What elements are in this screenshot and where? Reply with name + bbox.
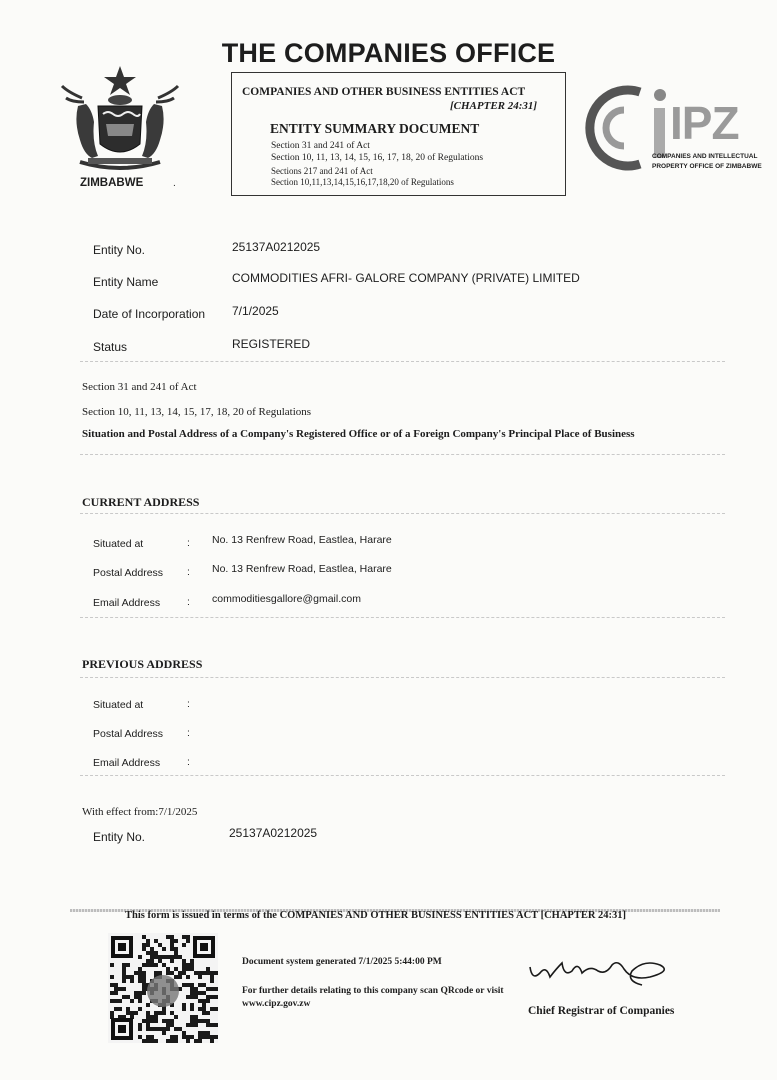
colon: : <box>187 698 190 710</box>
incorporation-date-label: Date of Incorporation <box>93 307 206 321</box>
incorporation-date-value: 7/1/2025 <box>232 304 279 318</box>
current-email-value: commoditiesgallore@gmail.com <box>212 593 361 605</box>
status-label: Status <box>93 340 128 354</box>
section-regulations-line: Section 10, 11, 13, 14, 15, 17, 18, 20 of Regulations <box>82 406 312 418</box>
previous-address-heading: PREVIOUS ADDRESS <box>82 657 203 671</box>
header-section-line: Sections 217 and 241 of Act <box>271 166 373 176</box>
signature-icon <box>520 945 690 995</box>
colon: : <box>187 566 190 578</box>
document-title: ENTITY SUMMARY DOCUMENT <box>270 121 480 136</box>
chief-registrar-label: Chief Registrar of Companies <box>528 1005 675 1017</box>
issued-notice: This form is issued in terms of the COMPANIES AND OTHER BUSINESS ENTITIES ACT [CHAPTER 24:31] <box>125 910 627 921</box>
entity-name-label: Entity Name <box>93 275 159 289</box>
divider <box>80 513 725 514</box>
situation-heading: Situation and Postal Address of a Company's Registered Office or of a Foreign Company's Principal Place of Business <box>82 428 635 440</box>
current-situated-value: No. 13 Renfrew Road, Eastlea, Harare <box>212 534 392 546</box>
colon: : <box>187 727 190 739</box>
entity-name-value: COMMODITIES AFRI- GALORE COMPANY (PRIVATE) LIMITED <box>232 271 580 285</box>
entity-no-label: Entity No. <box>93 243 146 257</box>
status-value: REGISTERED <box>232 337 311 351</box>
colon: : <box>187 596 190 608</box>
qr-code-icon[interactable] <box>108 933 218 1043</box>
current-postal-value: No. 13 Renfrew Road, Eastlea, Harare <box>212 563 392 575</box>
act-title: COMPANIES AND OTHER BUSINESS ENTITIES ACT <box>242 86 526 98</box>
header-section-line: Section 31 and 241 of Act <box>271 141 370 151</box>
previous-email-label: Email Address <box>93 757 161 769</box>
country-label: ZIMBABWE <box>80 177 144 189</box>
country-dot: . <box>173 178 176 189</box>
act-chapter: [CHAPTER 24:31] <box>450 100 538 112</box>
effect-entity-no-label: Entity No. <box>93 830 146 844</box>
current-postal-label: Postal Address <box>93 567 164 579</box>
previous-postal-label: Postal Address <box>93 728 164 740</box>
coat-of-arms-icon <box>58 62 183 177</box>
header-section-line: Section 10,11,13,14,15,16,17,18,20 of Regulations <box>271 177 454 187</box>
current-email-label: Email Address <box>93 597 161 609</box>
cipz-logo-text: IPZ <box>670 97 739 149</box>
entity-no-value: 25137A0212025 <box>232 240 321 254</box>
divider <box>80 775 725 776</box>
divider <box>80 617 725 618</box>
colon: : <box>187 537 190 549</box>
previous-situated-label: Situated at <box>93 699 144 711</box>
effect-entity-no-value: 25137A0212025 <box>229 826 318 840</box>
divider <box>80 361 725 362</box>
section-act-line: Section 31 and 241 of Act <box>82 381 197 393</box>
divider <box>80 677 725 678</box>
page-title: THE COMPANIES OFFICE <box>221 38 556 68</box>
generated-timestamp: Document system generated 7/1/2025 5:44:00 PM <box>242 957 442 967</box>
divider <box>80 454 725 455</box>
further-details-text: For further details relating to this company scan QRcode or visit www.cipz.gov.zw <box>242 986 504 1009</box>
header-section-line: Section 10, 11, 13, 14, 15, 16, 17, 18, 20 of Regulations <box>271 153 484 163</box>
current-address-heading: CURRENT ADDRESS <box>82 495 200 509</box>
current-situated-label: Situated at <box>93 538 144 550</box>
cipz-subtitle: PROPERTY OFFICE OF ZIMBABWE <box>652 163 762 170</box>
cipz-subtitle: COMPANIES AND INTELLECTUAL <box>652 153 758 160</box>
colon: : <box>187 756 190 768</box>
effect-date: With effect from:7/1/2025 <box>82 806 198 818</box>
